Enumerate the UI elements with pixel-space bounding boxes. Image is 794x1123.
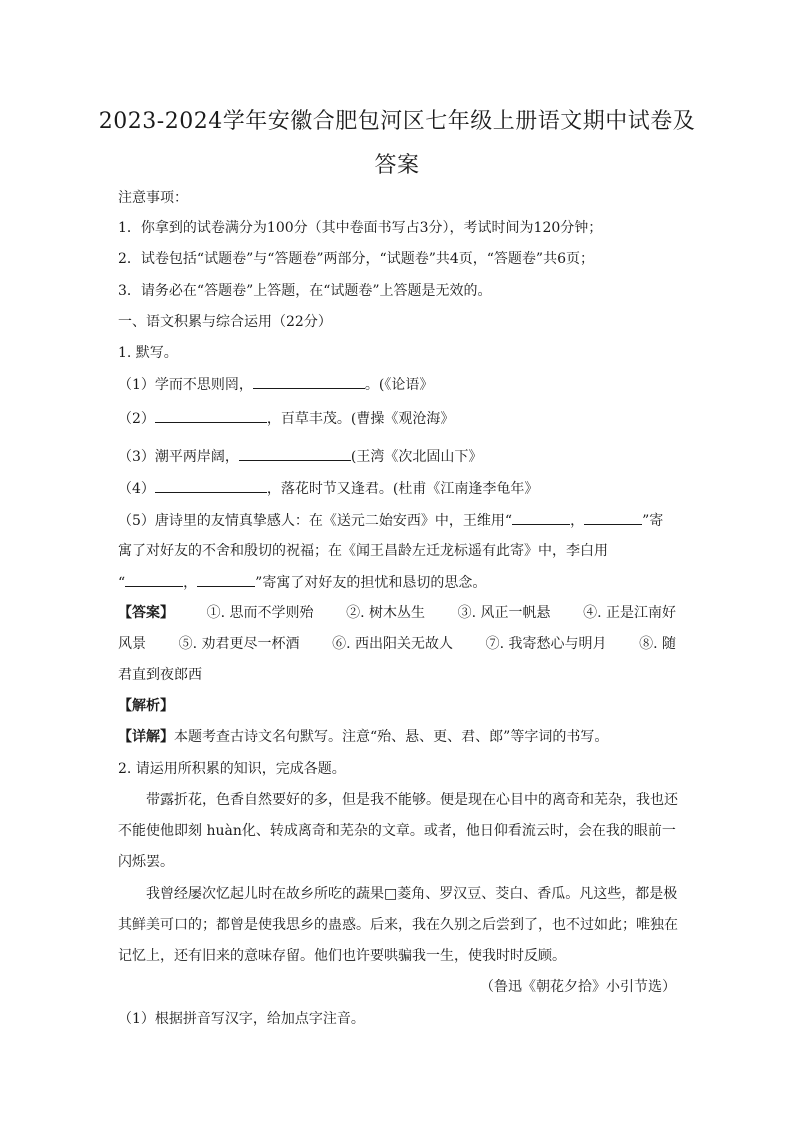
dictation-item: [118, 478, 538, 499]
answer-item: ①. 思而不学则殆: [206, 605, 314, 621]
answer-blank[interactable]: [125, 572, 183, 587]
page-title: 2023-2024学年安徽合肥包河区七年级上册语文期中试卷及: [98, 109, 696, 134]
answer-item: ⑧. 随: [639, 636, 676, 652]
passage-text: 闪烁罢。: [118, 854, 174, 870]
dictation-text: ”寄: [642, 513, 664, 529]
answer-blank[interactable]: [584, 510, 642, 525]
passage-line: [118, 915, 676, 935]
dictation-text: ，: [570, 513, 585, 529]
passage-line: [146, 884, 676, 904]
answer-line: [118, 603, 676, 623]
passage-text: 带露折花，色香自然要好的多，但是我不能够。便是现在心目中的离奇和芜杂，我也还: [146, 792, 678, 808]
dictation-text: （5）唐诗里的友情真挚感人：在《送元二始安西》中，王维用“: [118, 513, 513, 529]
passage-text: 其鲜美可口的；都曾是使我思乡的蛊惑。后来，我在久别之后尝到了，也不过如此；唯独在: [118, 917, 678, 933]
dictation-text: ，百草丰茂。(曹操《观沧海》: [266, 411, 455, 427]
answer-blank[interactable]: [155, 408, 267, 423]
dictation-text: 。(《论语》: [364, 377, 434, 393]
answer-blank[interactable]: [253, 374, 365, 389]
dictation-text: （2）: [118, 411, 155, 427]
dictation-text: ”寄寓了对好友的担忧和恳切的思念。: [255, 575, 487, 591]
notice-item: 1．你拿到的试卷满分为100分（其中卷面书写占3分），考试时间为120分钟；: [118, 220, 603, 236]
passage-line: [118, 821, 676, 841]
answer-label: 【答案】: [118, 605, 174, 621]
passage-source: （鲁迅《朝花夕拾》小引节选）: [480, 979, 676, 995]
notice-item: 2．试卷包括“试题卷”与“答题卷”两部分，“试题卷”共4页，“答题卷”共6页；: [118, 251, 594, 267]
notice-item: 3．请务必在“答题卷”上答题，在“试题卷”上答题是无效的。: [118, 283, 492, 299]
dictation-text: （1）学而不思则罔，: [118, 377, 253, 393]
dictation-text: (王湾《次北固山下》: [350, 449, 483, 465]
answer-item: ⑦. 我寄愁心与明月: [485, 636, 607, 652]
section-heading: 一、语文积累与综合运用（22分）: [118, 314, 332, 330]
dictation-text: （4）: [118, 481, 155, 497]
passage-line: [146, 790, 676, 810]
dictation-text: ，: [183, 575, 198, 591]
answer-item: ⑥. 西出阳关无故人: [332, 636, 453, 652]
question-title: 2. 请运用所积累的知识，完成各题。: [118, 761, 346, 777]
answer-item: 风景: [118, 636, 146, 652]
dictation-item: [118, 510, 663, 531]
answer-blank[interactable]: [239, 446, 351, 461]
sub-question: （1）根据拼音写汉字，给加点字注音。: [118, 1011, 365, 1027]
answer-item: ③. 风正一帆悬: [457, 605, 551, 621]
dictation-item: [118, 446, 482, 467]
dictation-item: [118, 572, 486, 593]
dictation-item: [118, 408, 454, 429]
answer-line: [118, 634, 676, 654]
passage-text: 不能使他即刻 huàn化、转成离奇和芜杂的文章。或者，他日仰看流云时，会在我的眼前一: [118, 823, 676, 839]
passage-text: 我曾经屡次忆起儿时在故乡所吃的蔬果□菱角、罗汉豆、茭白、香瓜。凡这些，都是极: [146, 886, 678, 902]
answer-item: 君直到夜郎西: [118, 667, 202, 683]
analysis-label: 【解析】: [118, 698, 174, 714]
notice-heading: 注意事项：: [118, 190, 188, 206]
answer-blank[interactable]: [512, 510, 570, 525]
dictation-text: 寓了对好友的不舍和殷切的祝福；在《闻王昌龄左迁龙标遥有此寄》中，李白用: [118, 543, 608, 559]
answer-item: ②. 树木丛生: [346, 605, 425, 621]
passage-text: 记忆上，还有旧来的意味存留。他们也许要哄骗我一生，使我时时反顾。: [118, 948, 566, 964]
answer-blank[interactable]: [197, 572, 255, 587]
detail-line: [118, 727, 608, 747]
dictation-item: [118, 374, 433, 395]
page-title-continued: 答案: [374, 153, 420, 178]
dictation-text: “: [118, 575, 126, 591]
answer-blank[interactable]: [155, 478, 267, 493]
detail-text: 本题考查古诗文名句默写。注意“殆、悬、更、君、郎”等字词的书写。: [174, 729, 609, 745]
answer-item: ④. 正是江南好: [583, 605, 676, 621]
dictation-text: （3）潮平两岸阔，: [118, 449, 239, 465]
dictation-text: ，落花时节又逢君。(杜甫《江南逢李龟年》: [266, 481, 539, 497]
detail-label: 【详解】: [118, 729, 174, 745]
question-title: 1. 默写。: [118, 345, 178, 361]
answer-item: ⑤. 劝君更尽一杯酒: [178, 636, 300, 652]
